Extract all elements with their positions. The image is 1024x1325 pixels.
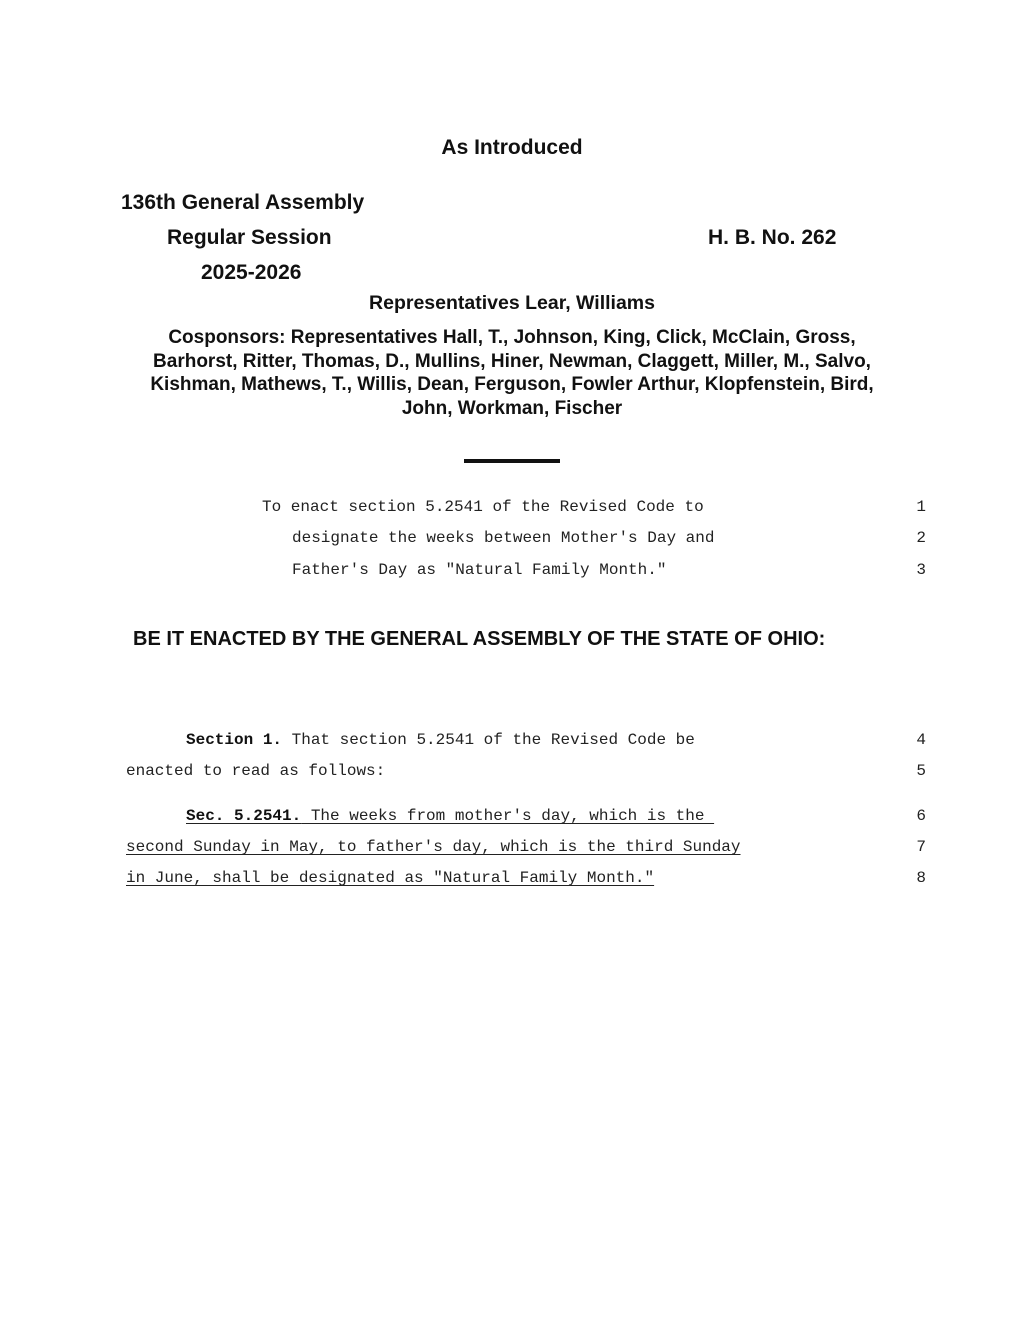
section-1-line: enacted to read as follows: xyxy=(126,762,386,780)
enacted-section-label: Sec. 5.2541. xyxy=(186,807,302,825)
divider-rule xyxy=(464,459,560,463)
section-1-label: Section 1. xyxy=(186,731,283,749)
line-number: 6 xyxy=(916,807,926,825)
line-number: 7 xyxy=(916,838,926,856)
cosponsors-block xyxy=(120,326,904,420)
line-number: 3 xyxy=(916,561,926,579)
cosponsors-line: Barhorst, Ritter, Thomas, D., Mullins, Hiner, Newman, Claggett, Miller, M., Salvo, xyxy=(153,350,871,372)
title-line: Father's Day as "Natural Family Month." xyxy=(292,561,667,579)
section-1-text: That section 5.2541 of the Revised Code be xyxy=(282,731,695,749)
session-years: 2025-2026 xyxy=(201,261,302,284)
section-1-line xyxy=(186,731,695,749)
line-number: 5 xyxy=(916,762,926,780)
line-number: 2 xyxy=(916,529,926,547)
enacted-section-text: The weeks from mother's day, which is the xyxy=(301,807,715,825)
session-label: Regular Session xyxy=(167,226,332,249)
title-line: designate the weeks between Mother's Day and xyxy=(292,529,715,547)
enacting-clause: BE IT ENACTED BY THE GENERAL ASSEMBLY OF THE STATE OF OHIO: xyxy=(133,628,826,650)
title-line: To enact section 5.2541 of the Revised Code to xyxy=(262,498,704,516)
enacted-section-line xyxy=(186,807,714,825)
enacted-section-line: second Sunday in May, to father's day, which is the third Sunday xyxy=(126,838,741,856)
status-heading: As Introduced xyxy=(441,136,583,159)
cosponsors-line: John, Workman, Fischer xyxy=(401,397,623,419)
assembly-label: 136th General Assembly xyxy=(121,191,365,214)
line-number: 8 xyxy=(916,869,926,887)
line-number: 1 xyxy=(916,498,926,516)
enacted-section-line: in June, shall be designated as "Natural Family Month." xyxy=(126,869,655,887)
line-number: 4 xyxy=(916,731,926,749)
sponsors: Representatives Lear, Williams xyxy=(369,292,655,314)
cosponsors-line: Kishman, Mathews, T., Willis, Dean, Ferguson, Fowler Arthur, Klopfenstein, Bird, xyxy=(150,374,874,395)
bill-number: H. B. No. 262 xyxy=(708,226,837,249)
cosponsors-line: Cosponsors: Representatives Hall, T., Johnson, King, Click, McClain, Gross, xyxy=(168,327,856,348)
